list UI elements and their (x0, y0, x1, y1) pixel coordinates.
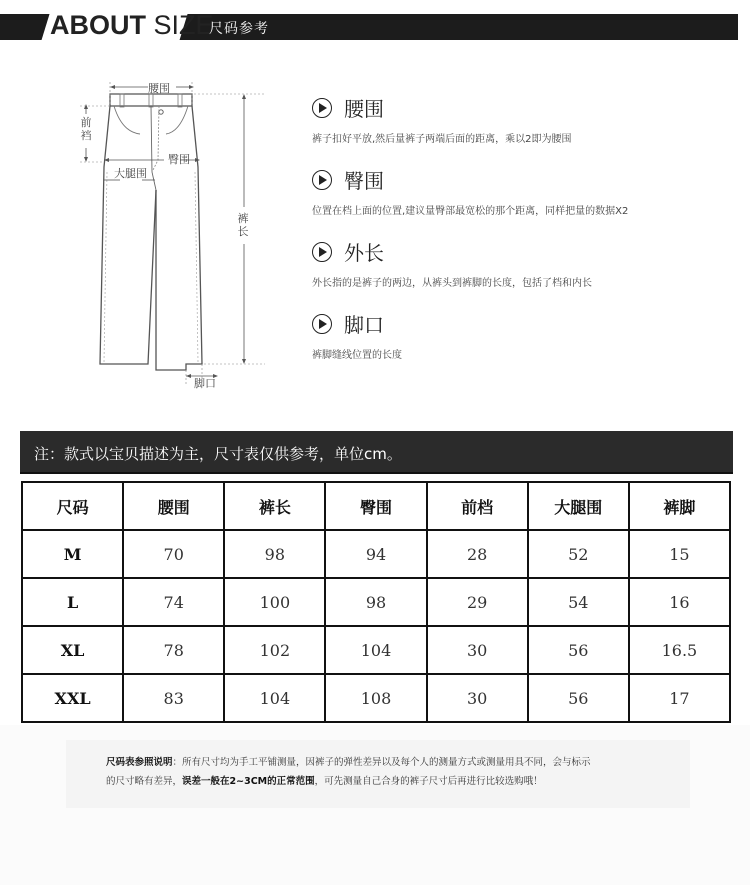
measurement-outseam (312, 237, 592, 289)
measurement-hip (312, 165, 628, 217)
measurement-hem (312, 309, 402, 361)
header-subtitle: 尺码参考 (209, 21, 269, 37)
table-cell: 98 (224, 530, 325, 578)
measurement-desc: 裤子扣好平放,然后量裤子两端后面的距离，乘以2即为腰围 (312, 134, 572, 145)
footer-line-2-end: ，可先测量自己合身的裤子尺寸后再进行比较选购哦！ (314, 776, 543, 787)
footer-note (66, 740, 690, 808)
play-icon (312, 314, 332, 334)
measurement-desc: 裤脚缝线位置的长度 (312, 350, 402, 361)
table-header-row (22, 482, 730, 530)
footer-line-2 (106, 773, 543, 787)
table-cell-size: XL (22, 626, 123, 674)
table-cell-size: M (22, 530, 123, 578)
header-title: ABOUT SIZE (50, 10, 214, 40)
diagram-label-thigh: 大腿围 (114, 167, 147, 180)
table-header-cell: 臀围 (325, 482, 426, 530)
table-cell: 70 (123, 530, 224, 578)
table-header-cell: 尺码 (22, 482, 123, 530)
table-cell: 102 (224, 626, 325, 674)
table-cell: 83 (123, 674, 224, 722)
table-cell: 108 (325, 674, 426, 722)
table-header-cell: 前档 (427, 482, 528, 530)
measurement-desc: 外长指的是裤子的两边，从裤头到裤脚的长度，包括了档和内长 (312, 278, 592, 289)
table-cell-size: L (22, 578, 123, 626)
measurement-name: 腰围 (344, 97, 384, 121)
table-row (22, 578, 730, 626)
table-cell: 29 (427, 578, 528, 626)
footer-line-1-text: ：所有尺寸均为手工平铺测量，因裤子的弹性差异以及每个人的测量方式或测量用具不同，会与标示 (172, 757, 591, 768)
footer-emphasis: 误差一般在2~3CM的正常范围 (182, 776, 315, 787)
table-cell: 98 (325, 578, 426, 626)
diagram-label-front-rise: 前裆 (80, 116, 92, 142)
table-header-cell: 腰围 (123, 482, 224, 530)
pants-diagram (70, 72, 280, 397)
table-row (22, 674, 730, 722)
table-cell: 56 (528, 626, 629, 674)
table-cell: 16.5 (629, 626, 730, 674)
play-icon (312, 242, 332, 262)
table-cell: 74 (123, 578, 224, 626)
measurement-name: 外长 (344, 241, 384, 265)
footer-line-2-start: 的尺寸略有差异， (106, 776, 183, 787)
table-cell: 56 (528, 674, 629, 722)
table-cell: 52 (528, 530, 629, 578)
table-cell: 78 (123, 626, 224, 674)
table-cell-size: XXL (22, 674, 123, 722)
diagram-label-length: 裤长 (237, 212, 249, 238)
size-table (21, 481, 731, 723)
table-cell: 17 (629, 674, 730, 722)
table-cell: 94 (325, 530, 426, 578)
table-cell: 16 (629, 578, 730, 626)
table-cell: 15 (629, 530, 730, 578)
table-cell: 104 (224, 674, 325, 722)
table-cell: 30 (427, 674, 528, 722)
table-cell: 100 (224, 578, 325, 626)
measurement-desc: 位置在档上面的位置,建议量臀部最宽松的那个距离，同样把量的数据X2 (312, 206, 629, 217)
note-text: 注：款式以宝贝描述为主，尺寸表仅供参考，单位cm。 (34, 445, 402, 463)
table-cell: 54 (528, 578, 629, 626)
play-icon (312, 98, 332, 118)
table-cell: 104 (325, 626, 426, 674)
measurement-name: 脚口 (344, 313, 384, 337)
footer-label: 尺码表参照说明 (106, 757, 173, 768)
table-row (22, 530, 730, 578)
table-cell: 28 (427, 530, 528, 578)
measurement-waist (312, 93, 572, 145)
table-row (22, 626, 730, 674)
footer-line-1 (106, 754, 591, 768)
diagram-label-waist: 腰围 (148, 82, 170, 95)
play-icon (312, 170, 332, 190)
table-header-cell: 裤长 (224, 482, 325, 530)
diagram-label-hem: 脚口 (194, 377, 216, 390)
table-header-cell: 大腿围 (528, 482, 629, 530)
diagram-label-hip: 臀围 (168, 153, 190, 166)
measurement-name: 臀围 (344, 169, 384, 193)
note-bar (20, 431, 733, 474)
table-header-cell: 裤脚 (629, 482, 730, 530)
table-cell: 30 (427, 626, 528, 674)
